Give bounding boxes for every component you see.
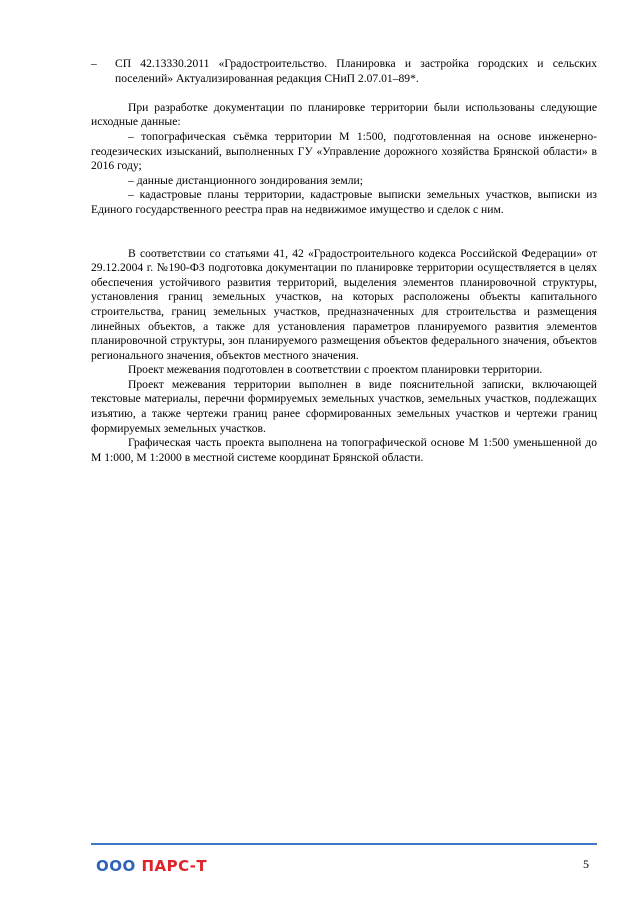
list-item xyxy=(91,57,597,86)
footer-divider xyxy=(91,843,597,845)
company-logo xyxy=(96,857,207,875)
paragraph: – данные дистанционного зондирования земли; xyxy=(128,173,363,187)
paragraph: Проект межевания территории выполнен в виде пояснительной записки, включающей текстовые материалы, перечни формируемых земельных участков, земельных участков, подлежащих изъятию, а также чертежи границ ранее сформированных земельных участков и чертежи границ формируемых земельных участков. xyxy=(91,377,597,435)
paragraph: В соответствии со статьями 41, 42 «Градостроительного кодекса Российской Федерации» от 29.12.2004 г. №190-ФЗ подготовка документации по планировке территории осуществляется в целях обеспечения устойчивого развития территорий, выделения элементов планировочной структуры, установления границ земельных участков, на которых расположены объекты капитального строительства, границ земельных участков, предназначенных для строительства и размещения линейных объектов, а также для установления параметров планируемого развития элементов планировочной структуры, зон планируемого размещения объектов федерального значения, объектов регионального значения, объектов местного значения. xyxy=(91,246,597,362)
logo-text-ooo: ООО xyxy=(96,857,142,875)
list-dash: – xyxy=(91,57,97,70)
body-text xyxy=(91,57,597,465)
paragraph: Проект межевания подготовлен в соответствии с проектом планировки территории. xyxy=(128,363,543,377)
list-item-text: СП 42.13330.2011 «Градостроительство. Планировка и застройка городских и сельских поселений» Актуализированная редакция СНиП 2.07.01–89*. xyxy=(115,57,597,85)
paragraph: При разработке документации по планировке территории были использованы следующие исходные данные: xyxy=(91,100,597,129)
logo-text-pars: ПАРС-Т xyxy=(141,857,208,875)
paragraph: Графическая часть проекта выполнена на топографической основе М 1:500 уменьшенной до М 1:000, М 1:2000 в местной системе координат Брянской области. xyxy=(91,436,597,464)
paragraph: – топографическая съёмка территории М 1:500, подготовленная на основе инженерно-геодезических изысканий, выполненных ГУ «Управление дорожного хозяйства Брянской области» в 2016 году; xyxy=(91,129,597,173)
page-number: 5 xyxy=(583,857,589,871)
paragraph: – кадастровые планы территории, кадастровые выписки земельных участков, выписки из Единого государственного реестра прав на недвижимое имущество и сделок с ним. xyxy=(91,188,597,216)
